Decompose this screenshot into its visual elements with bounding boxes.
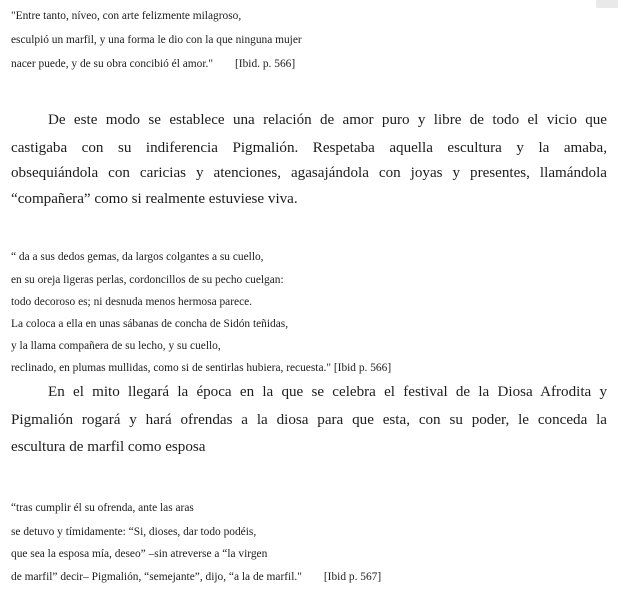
paragraph1-line-2-wrap <box>11 141 607 156</box>
paragraph2-line-1-wrap <box>11 385 607 400</box>
quote1-line-3-text: nacer puede, y de su obra concibió él amor." <box>11 58 214 70</box>
quote3-line-4 <box>11 572 381 583</box>
paragraph2-line-3: escultura de marfil como esposa <box>11 439 206 455</box>
paragraph1-line-2: castigaba con su indiferencia Pigmalión. Respetaba aquella escultura y la amaba, <box>11 140 607 156</box>
quote2-line-2: en su oreja ligeras perlas, cordoncillos de su pecho cuelgan: <box>11 274 284 286</box>
quote2-line-5: y la llama compañera de su lecho, y su cuello, <box>11 340 221 352</box>
quote1-line-2: esculpió un marfil, y una forma le dio con la que ninguna mujer <box>11 34 302 46</box>
paragraph2-line-2-wrap <box>11 413 607 428</box>
paragraph1-line-4: “compañera” como si realmente estuviese viva. <box>11 191 298 207</box>
paragraph2-line-3-wrap <box>11 440 607 455</box>
quote2-line-3: todo decoroso es; ni desnuda menos hermosa parece. <box>11 296 253 308</box>
quote2-line-1: “ da a sus dedos gemas, da largos colgantes a su cuello, <box>11 251 264 263</box>
quote2-line-4: La coloca a ella en unas sábanas de concha de Sidón teñidas, <box>11 318 289 330</box>
quote3-line-3: que sea la esposa mía, deseo” –sin atreverse a “la virgen <box>11 548 268 560</box>
quote1-line-3 <box>11 59 295 70</box>
quote3-citation: [Ibid p. 567] <box>323 571 382 583</box>
paragraph1-line-1: De este modo se establece una relación de amor puro y libre de todo el vicio que <box>48 112 607 128</box>
quote3-line-2: se detuvo y tímidamente: “Si, dioses, dar todo podéis, <box>11 526 257 538</box>
paragraph2-line-1: En el mito llegará la época en la que se celebra el festival de la Diosa Afrodita y <box>48 384 607 400</box>
quote2-line-6: reclinado, en plumas mullidas, como si de sentirlas hubiera, recuesta." [Ibid p. 566] <box>11 362 392 374</box>
paragraph1-line-3-wrap <box>11 166 607 181</box>
paragraph1-line-4-wrap <box>11 192 607 207</box>
quote1-line-1: "Entre tanto, níveo, con arte felizmente milagroso, <box>11 10 242 22</box>
quote3-line-4-text: de marfil” decir– Pigmalión, “semejante”, dijo, “a la de marfil." <box>11 571 302 583</box>
corner-mark <box>596 0 618 8</box>
quote3-line-1: “tras cumplir él su ofrenda, ante las aras <box>11 502 194 514</box>
paragraph2-line-2: Pigmalión rogará y hará ofrendas a la diosa para que esta, con su poder, le conceda la <box>11 412 607 428</box>
paragraph1-line-3: obsequiándola con caricias y atenciones, agasajándola con joyas y presentes, llamándola <box>11 165 607 181</box>
quote1-citation: [Ibid. p. 566] <box>235 58 296 70</box>
paragraph1-line-1-wrap <box>11 113 607 128</box>
